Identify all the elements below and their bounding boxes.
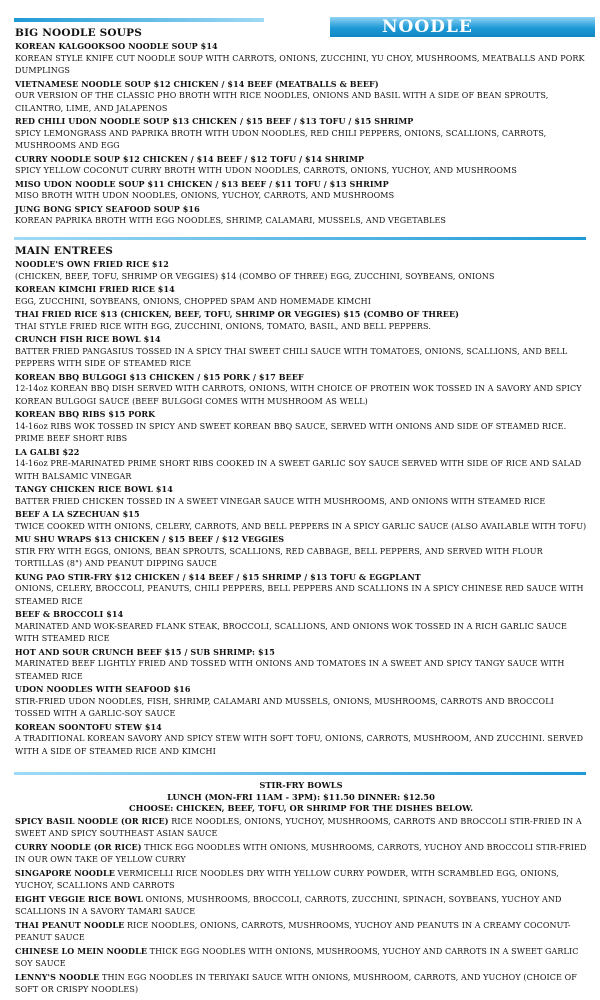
entrees-section xyxy=(15,244,587,758)
menu-item-name: JUNG BONG SPICY SEAFOOD SOUP $16 xyxy=(15,203,200,214)
menu-item-description: STIR-FRIED UDON NOODLES, FISH, SHRIMP, CALAMARI AND MUSSELS, ONIONS, MUSHROOMS, CARROTS AND BROCCOLI TOSSED WITH A GARLIC-SOY SAUCE xyxy=(15,696,554,718)
menu-item-description: KOREAN PAPRIKA BROTH WITH EGG NOODLES, SHRIMP, CALAMARI, MUSSELS, AND VEGETABLES xyxy=(15,216,447,225)
menu-item-description: THICK EGG NOODLES WITH ONIONS, MUSHROOMS, CARROTS, YUCHOY AND BROCCOLI STIR-FRIED IN OUR OWN TAKE OF YELLOW CURRY xyxy=(15,842,587,864)
menu-item xyxy=(15,308,587,333)
menu-item-name: CURRY NOODLE (OR RICE) xyxy=(15,841,142,852)
menu-item xyxy=(15,919,587,945)
menu-item xyxy=(15,446,587,484)
menu-item-name: UDON NOODLES WITH SEAFOOD $16 xyxy=(15,684,191,694)
menu-item-description: MARINATED AND WOK-SEARED FLANK STEAK, BROCCOLI, SCALLIONS, AND ONIONS WOK TOSSED IN A RICH GARLIC SAUCE WITH STEAMED RICE xyxy=(15,621,567,643)
menu-item-name: TANGY CHICKEN RICE BOWL $14 xyxy=(15,484,173,494)
soups-list xyxy=(15,40,587,228)
menu-item xyxy=(15,203,587,228)
menu-item xyxy=(15,721,587,759)
menu-item-name: SINGAPORE NOODLE xyxy=(15,867,115,878)
menu-item-description: TWICE COOKED WITH ONIONS, CELERY, CARROTS, AND BELL PEPPERS IN A SPICY GARLIC SAUCE (ALSO AVAILABLE WITH TOFU) xyxy=(15,521,587,531)
menu-item-name: LA GALBI $22 xyxy=(15,446,80,457)
menu-item xyxy=(15,646,587,684)
menu-item-name: RED CHILI UDON NOODLE SOUP $13 CHICKEN / $15 BEEF / $13 TOFU / $15 SHRIMP xyxy=(15,116,414,126)
menu-item-description: BATTER FRIED CHICKEN TOSSED IN A SWEET VINEGAR SAUCE WITH MUSHROOMS, AND ONIONS WITH STEAMED RICE xyxy=(15,496,546,506)
menu-item xyxy=(15,483,587,508)
menu-item-description: THIN EGG NOODLES IN TERIYAKI SAUCE WITH ONIONS, MUSHROOM, CARROTS, AND YUCHOY (CHOICE OF SOFT OR CRISPY NOODLES) xyxy=(15,972,577,994)
stirfry-section xyxy=(15,780,587,997)
menu-item xyxy=(15,40,587,78)
menu-item xyxy=(15,153,587,178)
menu-item xyxy=(15,867,587,893)
menu-item-description: 14-16oz PRE-MARINATED PRIME SHORT RIBS COOKED IN A SWEET GARLIC SOY SAUCE SERVED WITH SIDE OF RICE AND SALAD WITH BALSAMIC VINEGAR xyxy=(15,459,582,481)
menu-item-description: SPICY LEMONGRASS AND PAPRIKA BROTH WITH UDON NOODLES, RED CHILI PEPPERS, ONIONS, SCALLIONS, CARROTS, MUSHROOMS AND EGG xyxy=(15,128,547,150)
stirfry-pricing: LUNCH (MON-FRI 11AM - 3PM): $11.50 DINNER: $12.50 xyxy=(167,791,435,802)
menu-item-description: STIR FRY WITH EGGS, ONIONS, BEAN SPROUTS, SCALLIONS, RED CABBAGE, BELL PEPPERS, AND SERVED WITH FLOUR TORTILLAS (8") AND PEANUT DIPPING SAUCE xyxy=(15,546,543,568)
menu-item-name: MU SHU WRAPS $13 CHICKEN / $15 BEEF / $12 VEGGIES xyxy=(15,534,285,544)
menu-item-description: ONIONS, MUSHROOMS, BROCCOLI, CARROTS, ZUCCHINI, SPINACH, SOYBEANS, YUCHOY AND SCALLIONS IN A SAVORY TAMARI SAUCE xyxy=(15,894,562,916)
menu-item xyxy=(15,178,587,203)
header-rule xyxy=(14,18,264,22)
menu-item-description: 14-16oz RIBS WOK TOSSED IN SPICY AND SWEET KOREAN BBQ SAUCE, SERVED WITH ONIONS AND SIDE OF STEAMED RICE. PRIME BEEF SHORT RIBS xyxy=(15,421,567,443)
menu-item xyxy=(15,408,587,446)
menu-item-name: CURRY NOODLE SOUP $12 CHICKEN / $14 BEEF / $12 TOFU / $14 SHRIMP xyxy=(15,153,365,164)
section-title-soups: BIG NOODLE SOUPS xyxy=(15,27,143,39)
menu-item-name: KOREAN KALGOOKSOO NOODLE SOUP $14 xyxy=(15,41,218,51)
menu-item-description: A TRADITIONAL KOREAN SAVORY AND SPICY STEW WITH SOFT TOFU, ONIONS, CARROTS, MUSHROOM, AND ZUCCHINI. SERVED WITH A SIDE OF STEAMED RICE AND KIMCHI xyxy=(15,734,584,756)
menu-item-name: KOREAN KIMCHI FRIED RICE $14 xyxy=(15,284,175,294)
menu-item xyxy=(15,533,587,571)
stirfry-list xyxy=(15,815,587,997)
menu-item xyxy=(15,283,587,308)
menu-item-name: THAI PEANUT NOODLE xyxy=(15,919,125,930)
menu-item xyxy=(15,115,587,153)
menu-item-name: NOODLE'S OWN FRIED RICE $12 xyxy=(15,259,169,269)
menu-item-name: KUNG PAO STIR-FRY $12 CHICKEN / $14 BEEF / $15 SHRIMP / $13 TOFU & EGGPLANT xyxy=(15,571,421,582)
menu-item-name: BEEF & BROCCOLI $14 xyxy=(15,609,124,619)
menu-item-description: ONIONS, CELERY, BROCCOLI, PEANUTS, CHILI PEPPERS, BELL PEPPERS AND SCALLIONS IN A SPICY CHINESE RED SAUCE WITH STEAMED RICE xyxy=(15,584,584,606)
entrees-list xyxy=(15,258,587,758)
menu-item-description: KOREAN STYLE KNIFE CUT NOODLE SOUP WITH CARROTS, ONIONS, ZUCCHINI, YU CHOY, MUSHROOMS, MEATBALLS AND PORK DUMPLINGS xyxy=(15,53,585,75)
menu-item-name: EIGHT VEGGIE RICE BOWL xyxy=(15,893,143,904)
menu-item-name: BEEF A LA SZECHUAN $15 xyxy=(15,509,140,519)
menu-item xyxy=(15,258,587,283)
menu-item-name: LENNY'S NOODLE xyxy=(15,971,100,982)
menu-item xyxy=(15,683,587,721)
menu-item xyxy=(15,371,587,409)
soups-section xyxy=(15,26,587,228)
menu-item xyxy=(15,815,587,841)
menu-item-name: HOT AND SOUR CRUNCH BEEF $15 / SUB SHRIMP: $15 xyxy=(15,646,275,657)
banner-title: NOODLE xyxy=(382,17,473,37)
menu-item-name: KOREAN SOONTOFU STEW $14 xyxy=(15,721,162,732)
section-title-entrees: MAIN ENTREES xyxy=(15,245,114,257)
menu-item xyxy=(15,945,587,971)
menu-item-name: THAI FRIED RICE $13 (CHICKEN, BEEF, TOFU, SHRIMP OR VEGGIES) $15 (COMBO OF THREE) xyxy=(15,309,460,319)
menu-item xyxy=(15,333,587,371)
menu-item-description: EGG, ZUCCHINI, SOYBEANS, ONIONS, CHOPPED SPAM AND HOMEMADE KIMCHI xyxy=(15,296,372,306)
menu-item-description: SPICY YELLOW COCONUT CURRY BROTH WITH UDON NOODLES, CARROTS, ONIONS, YUCHOY, AND MUSHROOMS xyxy=(15,166,517,175)
menu-item-description: BATTER FRIED PANGASIUS TOSSED IN A SPICY THAI SWEET CHILI SAUCE WITH TOMATOES, ONIONS, SCALLIONS, AND BELL PEPPERS WITH SIDE OF STEAMED RICE xyxy=(15,346,568,368)
menu-item xyxy=(15,608,587,646)
menu-item-description: RICE NOODLES, ONIONS, CARROTS, MUSHROOMS, YUCHOY AND PEANUTS IN A CREAMY COCONUT-PEANUT SAUCE xyxy=(15,920,571,942)
menu-item xyxy=(15,971,587,997)
menu-item xyxy=(15,571,587,609)
section-divider xyxy=(14,237,586,240)
menu-item-name: CHINESE LO MEIN NOODLE xyxy=(15,945,148,956)
menu-item xyxy=(15,841,587,867)
menu-item-name: MISO UDON NOODLE SOUP $11 CHICKEN / $13 BEEF / $11 TOFU / $13 SHRIMP xyxy=(15,178,389,189)
section-divider xyxy=(14,772,586,775)
menu-item-description: THAI STYLE FRIED RICE WITH EGG, ZUCCHINI, ONIONS, TOMATO, BASIL, AND BELL PEPPERS. xyxy=(15,321,431,331)
section-title-stirfry: STIR-FRY BOWLS xyxy=(259,780,343,790)
menu-item-description: OUR VERSION OF THE CLASSIC PHO BROTH WITH RICE NOODLES, ONIONS AND BASIL WITH A SIDE OF BEAN SPROUTS, CILANTRO, LIME, AND JALAPENOS xyxy=(15,91,549,113)
menu-item-description: VERMICELLI RICE NOODLES DRY WITH YELLOW CURRY POWDER, WITH SCRAMBLED EGG, ONIONS, YUCHOY, SCALLIONS AND CARROTS xyxy=(15,868,559,890)
menu-item-name: VIETNAMESE NOODLE SOUP $12 CHICKEN / $14 BEEF (MEATBALLS & BEEF) xyxy=(15,78,379,89)
menu-item xyxy=(15,78,587,116)
menu-item-name: CRUNCH FISH RICE BOWL $14 xyxy=(15,334,161,344)
menu-item-name: KOREAN BBQ BULGOGI $13 CHICKEN / $15 PORK / $17 BEEF xyxy=(15,371,304,382)
menu-item-description: RICE NOODLES, ONIONS, YUCHOY, MUSHROOMS, CARROTS AND BROCCOLI STIR-FRIED IN A SWEET AND SPICY SOUTHEAST ASIAN SAUCE xyxy=(15,816,582,838)
menu-item-description: 12-14oz KOREAN BBQ DISH SERVED WITH CARROTS, ONIONS, WITH CHOICE OF PROTEIN WOK TOSSED IN A SAVORY AND SPICY KOREAN BULGOGI SAUCE (BEEF BULGOGI COMES WITH MUSHROOM AS WELL) xyxy=(15,384,582,406)
stirfry-choose: CHOOSE: CHICKEN, BEEF, TOFU, OR SHRIMP FOR THE DISHES BELOW. xyxy=(129,803,473,813)
menu-item-name: KOREAN BBQ RIBS $15 PORK xyxy=(15,409,156,419)
menu-item-name: SPICY BASIL NOODLE (OR RICE) xyxy=(15,815,169,826)
menu-item-description: MARINATED BEEF LIGHTLY FRIED AND TOSSED WITH ONIONS AND TOMATOES IN A SWEET AND SPICY TANGY SAUCE WITH STEAMED RICE xyxy=(15,659,565,681)
menu-item xyxy=(15,508,587,533)
menu-item xyxy=(15,893,587,919)
menu-item-description: THICK EGG NOODLES WITH ONIONS, MUSHROOMS, YUCHOY AND CARROTS IN A SWEET GARLIC SOY SAUCE xyxy=(15,946,579,968)
menu-item-description: (CHICKEN, BEEF, TOFU, SHRIMP OR VEGGIES) $14 (COMBO OF THREE) EGG, ZUCCHINI, SOYBEANS, ONIONS xyxy=(15,271,495,281)
menu-item-description: MISO BROTH WITH UDON NOODLES, ONIONS, YUCHOY, CARROTS, AND MUSHROOMS xyxy=(15,191,395,200)
